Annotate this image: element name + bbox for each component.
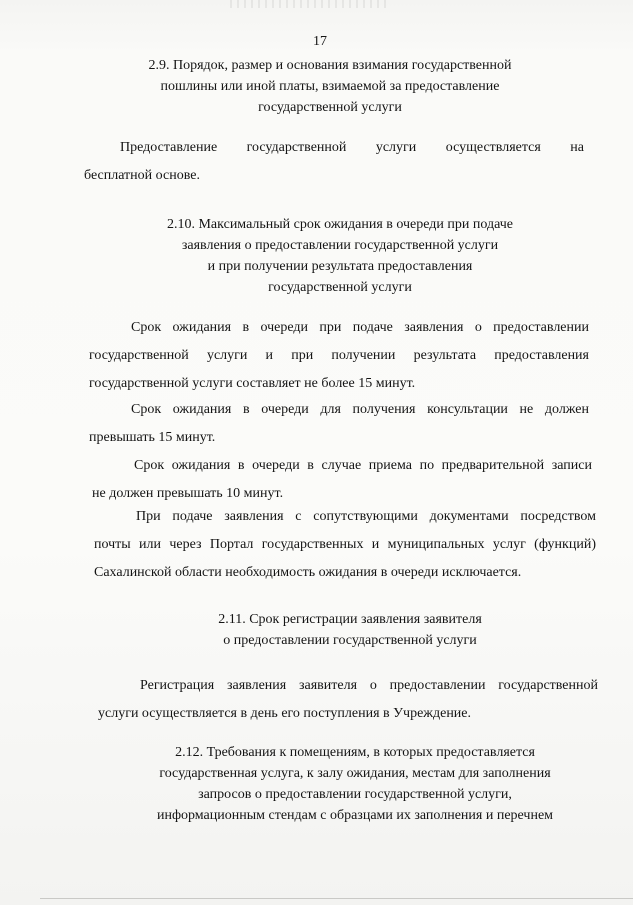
word: государственной <box>246 140 347 155</box>
heading-line: информационным стендам с образцами их заполнения и перечнем <box>156 808 554 823</box>
paragraph-line: При подаче заявления с сопутствующими документами посредством <box>136 509 596 524</box>
word: услуги <box>375 140 417 155</box>
section-2-10-paragraph-2 <box>89 396 589 452</box>
section-2-11-paragraph <box>98 672 598 728</box>
heading-line: государственная услуга, к залу ожидания, местам для заполнения <box>159 766 551 781</box>
heading-line: 2.10. Максимальный срок ожидания в очереди при подаче <box>166 217 514 232</box>
paragraph-line: Срок ожидания в очереди при подаче заявления о предоставлении <box>131 320 589 335</box>
section-2-10-paragraph-1 <box>89 314 589 398</box>
section-2-11-heading <box>150 609 550 651</box>
word: на <box>570 140 584 155</box>
word: Предоставление <box>120 140 218 155</box>
page-number: 17 <box>313 34 327 49</box>
paragraph-line: не должен превышать 10 минут. <box>92 486 284 501</box>
word: осуществляется <box>445 140 541 155</box>
heading-line: заявления о предоставлении государственной услуги <box>181 238 499 253</box>
paragraph-line <box>84 134 584 162</box>
paragraph-line: государственной услуги и при получении результата предоставления <box>89 348 589 363</box>
heading-line: государственной услуги <box>268 280 412 295</box>
section-2-9-heading <box>120 55 540 118</box>
heading-line: о предоставлении государственной услуги <box>223 633 477 648</box>
heading-line: 2.9. Порядок, размер и основания взимания государственной <box>148 58 512 73</box>
scan-artifact <box>230 0 390 8</box>
paragraph-line: Регистрация заявления заявителя о предоставлении государственной <box>140 678 598 693</box>
paragraph-line: бесплатной основе. <box>84 168 200 183</box>
section-2-10-heading <box>120 214 560 298</box>
section-2-12-heading <box>120 742 590 826</box>
paragraph-line: почты или через Портал государственных и муниципальных услуг (функций) <box>94 537 596 552</box>
heading-line: и при получении результата предоставления <box>207 259 473 274</box>
paragraph-line: государственной услуги составляет не более 15 минут. <box>89 376 416 391</box>
section-2-10-paragraph-4 <box>94 503 596 587</box>
paragraph-line: превышать 15 минут. <box>89 430 216 445</box>
scan-edge <box>40 898 633 899</box>
paragraph-line: Сахалинской области необходимость ожидания в очереди исключается. <box>94 565 522 580</box>
heading-line: запросов о предоставлении государственной услуги, <box>198 787 512 802</box>
section-2-9-paragraph <box>84 134 584 190</box>
heading-line: 2.11. Срок регистрации заявления заявителя <box>218 612 482 627</box>
heading-line: государственной услуги <box>258 100 402 115</box>
heading-line: 2.12. Требования к помещениям, в которых предоставляется <box>175 745 535 760</box>
heading-line: пошлины или иной платы, взимаемой за предоставление <box>160 79 500 94</box>
section-2-10-paragraph-3 <box>92 452 592 508</box>
paragraph-line: услуги осуществляется в день его поступления в Учреждение. <box>98 706 472 721</box>
paragraph-line: Срок ожидания в очереди в случае приема по предварительной записи <box>134 458 592 473</box>
paragraph-line: Срок ожидания в очереди для получения консультации не должен <box>131 402 589 417</box>
